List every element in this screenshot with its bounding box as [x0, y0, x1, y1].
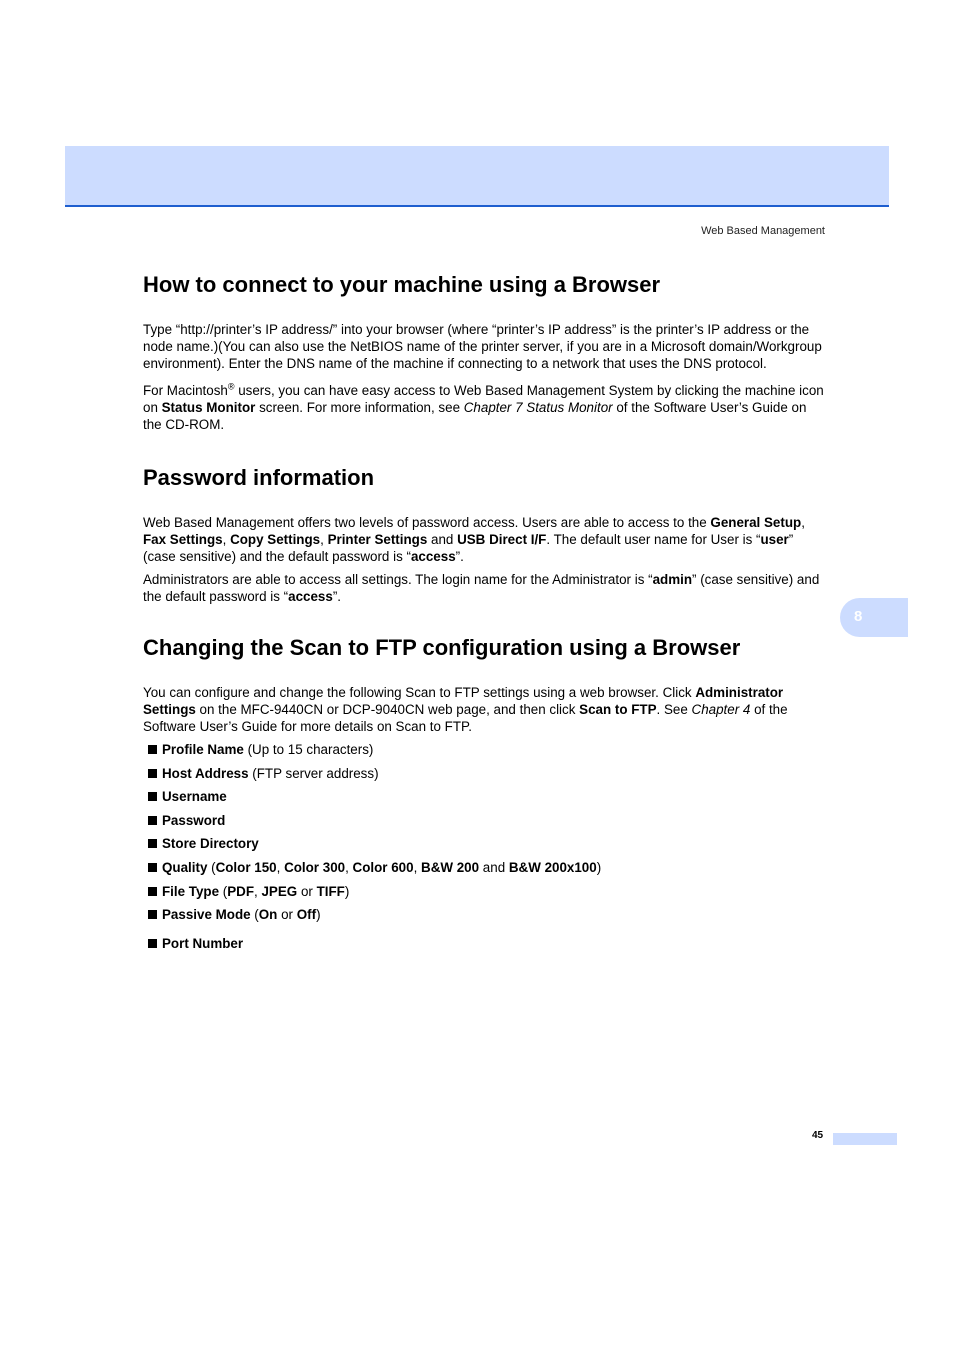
bullet-square-icon — [148, 745, 157, 754]
term-access: access — [288, 589, 333, 604]
list-item — [143, 835, 828, 852]
text: , — [345, 859, 353, 875]
chapter-number: 8 — [854, 608, 863, 625]
bullet-square-icon — [148, 910, 157, 919]
text: or — [277, 907, 297, 923]
item-label: Username — [162, 789, 227, 805]
bullet-square-icon — [148, 939, 157, 948]
text: ” (case sensitive) and the default password is “ — [143, 572, 820, 604]
item-label: File Type — [162, 883, 220, 899]
item-label: Password — [162, 812, 226, 828]
text: users, you can have easy access to Web Based Management System by clicking the machine icon on — [143, 383, 824, 415]
reference-chapter-4: Chapter 4 — [691, 702, 751, 717]
paragraph-password-levels — [143, 514, 828, 565]
text: , — [254, 883, 262, 899]
term-status-monitor: Status Monitor — [161, 400, 256, 415]
item-label: Passive Mode — [162, 907, 251, 923]
heading-connect-browser: How to connect to your machine using a Browser — [143, 272, 661, 297]
text: For Macintosh — [143, 383, 228, 398]
item-label: Quality — [162, 859, 208, 875]
option: Color 300 — [284, 859, 346, 875]
text: ) — [344, 883, 350, 899]
list-item — [143, 935, 828, 952]
ftp-settings-list — [143, 741, 828, 952]
list-item — [143, 765, 828, 782]
paragraph-connect-instructions: Type “http://printer’s IP address/” into your browser (where “printer’s IP address” is the printer’s IP address or the node name.)(You can also use the NetBIOS name of the printer server, if you are in a Microsoft domain/Workgroup environment). Enter the DNS name of the machine if connecting to a network that uses the DNS protocol. — [143, 322, 822, 371]
text: ( — [250, 907, 259, 923]
bullet-square-icon — [148, 839, 157, 848]
term-printer-settings: Printer Settings — [327, 532, 428, 547]
item-label: Store Directory — [162, 836, 259, 852]
text: You can configure and change the following Scan to FTP settings using a web browser. Click — [143, 685, 696, 700]
item-label: Host Address — [162, 765, 249, 781]
chapter-tab — [840, 598, 908, 637]
text: and — [479, 859, 509, 875]
text: , — [222, 532, 231, 547]
text: , — [413, 859, 422, 875]
term-fax-settings: Fax Settings — [143, 532, 223, 547]
running-head: Web Based Management — [701, 225, 825, 237]
option: B&W 200x100 — [508, 859, 597, 875]
item-label: Profile Name — [162, 742, 244, 757]
term-usb-direct: USB Direct I/F — [457, 532, 547, 547]
reference-chapter-7: Chapter 7 Status Monitor — [463, 400, 613, 415]
text: . See — [656, 702, 692, 717]
text: , — [276, 859, 285, 875]
list-item — [143, 859, 828, 876]
option: PDF — [227, 883, 255, 899]
bullet-square-icon — [148, 863, 157, 872]
paragraph-macintosh — [143, 382, 828, 433]
text: ) — [316, 907, 321, 923]
text: of the Software User’s Guide on the CD-ROM. — [143, 400, 807, 432]
list-item — [143, 906, 828, 923]
text: ”. — [455, 549, 464, 564]
paragraph-scan-to-ftp — [143, 684, 828, 735]
page-number: 45 — [812, 1130, 824, 1141]
option: B&W 200 — [421, 859, 480, 875]
option: JPEG — [261, 883, 298, 899]
list-item — [143, 812, 828, 829]
text: of the Software User’s Guide for more details on Scan to FTP. — [143, 702, 788, 734]
text: and — [427, 532, 458, 547]
item-note: (FTP server address) — [248, 765, 379, 781]
bullet-square-icon — [148, 769, 157, 778]
paragraph-administrators — [143, 571, 828, 605]
footer-bar — [833, 1133, 897, 1145]
text: ”. — [332, 589, 342, 604]
bullet-square-icon — [148, 887, 157, 896]
text: screen. For more information, see — [255, 400, 464, 415]
text: ( — [219, 883, 228, 899]
text: , — [801, 515, 805, 530]
term-user: user — [760, 532, 789, 547]
text: Administrators are able to access all settings. The login name for the Administrator is “ — [143, 572, 653, 587]
list-item — [143, 788, 828, 805]
term-general-setup: General Setup — [710, 515, 802, 530]
bullet-square-icon — [148, 816, 157, 825]
text: ” (case sensitive) and the default password is “ — [143, 532, 794, 564]
text: Web Based Management offers two levels of password access. Users are able to access to the — [143, 515, 711, 530]
text: or — [297, 883, 317, 899]
option: TIFF — [316, 883, 345, 899]
page-content — [143, 262, 828, 959]
term-copy-settings: Copy Settings — [230, 532, 321, 547]
term-admin: admin — [652, 572, 693, 587]
text: . The default user name for User is “ — [546, 532, 761, 547]
term-scan-to-ftp: Scan to FTP — [579, 702, 657, 717]
option: On — [258, 907, 278, 923]
option: Off — [296, 907, 317, 923]
text: on the MFC-9440CN or DCP-9040CN web page, and then click — [195, 702, 580, 717]
bullet-square-icon — [148, 792, 157, 801]
term-administrator-settings: Administrator Settings — [143, 685, 784, 717]
option: Color 600 — [352, 859, 414, 875]
heading-scan-to-ftp: Changing the Scan to FTP configuration using a Browser — [143, 635, 741, 660]
item-label: Port Number — [162, 936, 244, 952]
option: Color 150 — [215, 859, 277, 875]
heading-password-information: Password information — [143, 465, 375, 490]
text: ( — [207, 859, 216, 875]
text: , — [320, 532, 328, 547]
registered-mark: ® — [227, 381, 235, 392]
header-band — [65, 146, 889, 207]
list-item — [143, 883, 828, 900]
text: ) — [596, 859, 602, 875]
item-note: (Up to 15 characters) — [243, 742, 374, 757]
term-access: access — [410, 549, 456, 564]
list-item — [143, 741, 828, 758]
